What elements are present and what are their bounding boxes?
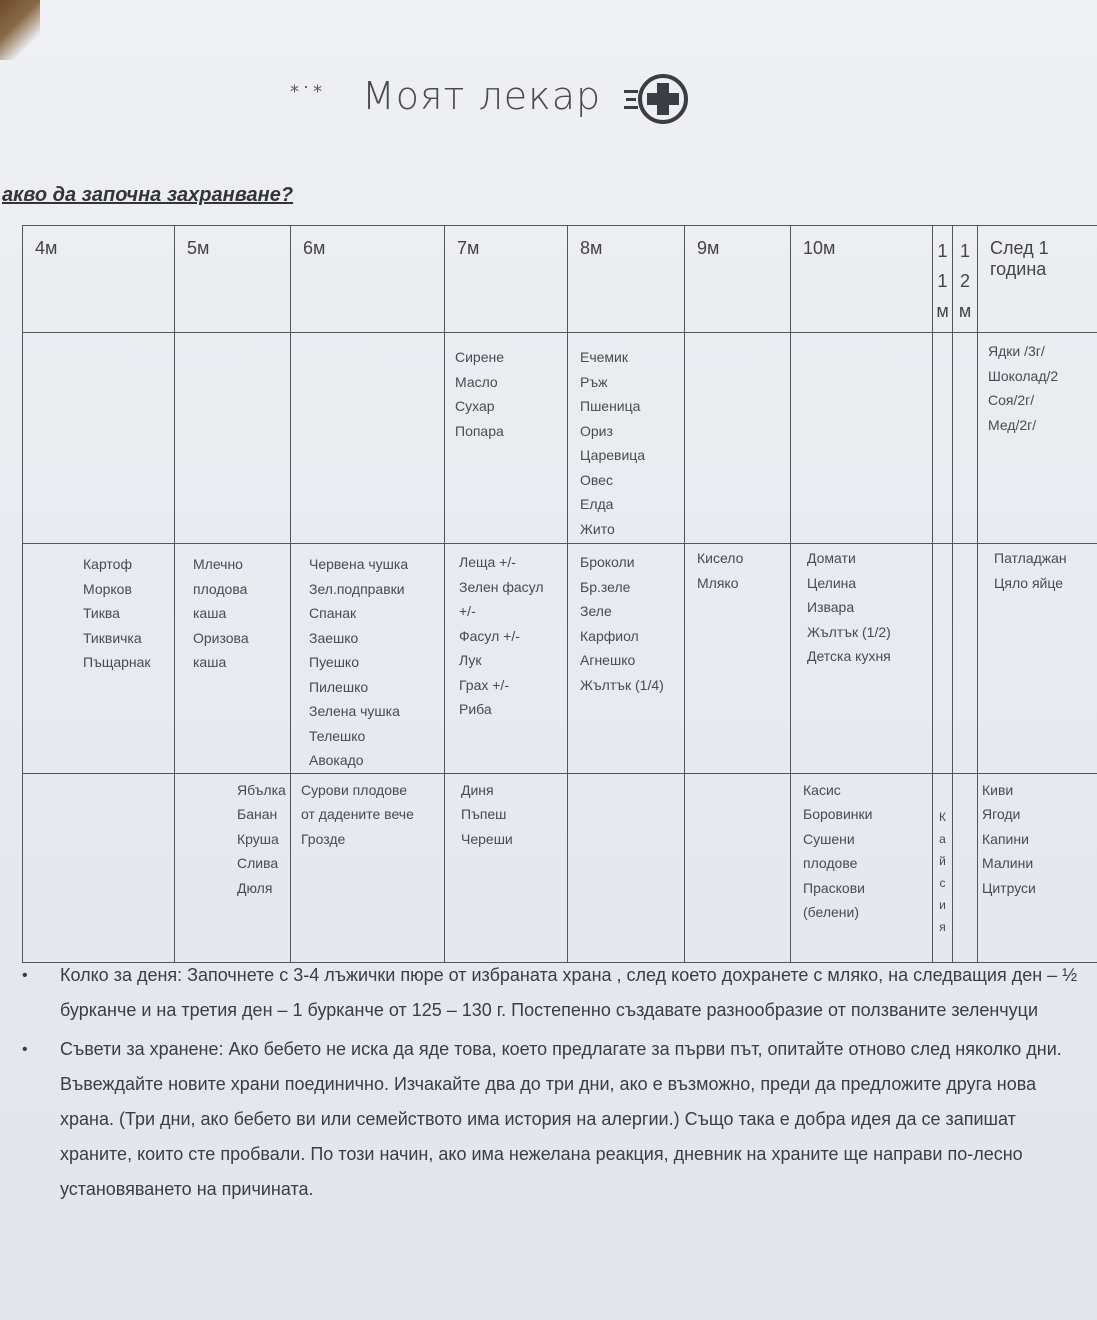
table-row bbox=[23, 773, 1097, 962]
notes-section bbox=[22, 958, 1082, 1211]
food-list bbox=[291, 544, 444, 773]
list-item: Слива bbox=[237, 855, 279, 871]
food-list bbox=[23, 544, 174, 675]
table-cell bbox=[791, 333, 933, 544]
feeding-schedule-table bbox=[22, 225, 1097, 963]
list-item: Червена чушка bbox=[309, 556, 409, 572]
note-text: Колко за деня: Започнете с 3-4 лъжички пюре от избраната храна , след което дохранете с мляко, на следващия ден – ½ бурканче и на третия ден – 1 бурканче от 125 – 130 г. Постепенно създавате разнообразие от ползваните зеленчуци bbox=[60, 965, 1078, 1020]
list-item: Праскови bbox=[803, 879, 865, 896]
list-item: Мед/2г/ bbox=[988, 416, 1037, 433]
food-list bbox=[978, 544, 1097, 595]
list-item: Морков bbox=[83, 580, 132, 597]
table-cell bbox=[175, 773, 291, 962]
list-item: Сухар bbox=[455, 398, 495, 414]
list-item: Карфиол bbox=[580, 627, 639, 644]
list-item: Детска кухня bbox=[807, 648, 891, 664]
list-item: Зеле bbox=[580, 603, 612, 619]
table-cell bbox=[23, 333, 175, 544]
food-list bbox=[175, 774, 290, 901]
list-item: Леща +/- bbox=[459, 554, 516, 570]
list-item: каша bbox=[193, 654, 227, 670]
list-item: Царевица bbox=[580, 447, 646, 463]
list-item: Цяло яйце bbox=[994, 574, 1063, 591]
page-title: акво да започна захранване? bbox=[2, 184, 294, 206]
food-list bbox=[978, 333, 1097, 437]
list-item: Авокадо bbox=[309, 752, 364, 768]
list-item: Тиква bbox=[83, 605, 120, 621]
table-cell bbox=[685, 544, 791, 774]
table-cell bbox=[291, 773, 445, 962]
list-item: Банан bbox=[237, 806, 278, 822]
list-item: плодове bbox=[803, 855, 858, 871]
header-4m: 4м bbox=[23, 226, 175, 333]
header-7m: 7м bbox=[445, 226, 568, 333]
list-item: Мляко bbox=[697, 574, 739, 591]
list-item: Ръж bbox=[580, 373, 608, 390]
sparkle-icon: ⁎·⁎ bbox=[290, 76, 326, 96]
table-cell bbox=[978, 544, 1097, 774]
list-item: Патладжан bbox=[994, 550, 1067, 566]
table-cell bbox=[445, 544, 568, 774]
table-cell bbox=[953, 544, 978, 774]
list-item: Зелен фасул bbox=[459, 578, 544, 595]
list-item: й bbox=[939, 853, 946, 868]
list-item: Круша bbox=[237, 830, 279, 847]
list-item: Фасул +/- bbox=[459, 627, 520, 644]
bullet-icon: • bbox=[22, 1041, 28, 1058]
list-item: плодова bbox=[193, 580, 248, 597]
table-cell bbox=[291, 333, 445, 544]
list-item: Елда bbox=[580, 496, 614, 512]
list-item: Млечно bbox=[193, 556, 243, 572]
list-item: Пъпеш bbox=[461, 806, 507, 822]
list-item: Грозде bbox=[301, 830, 346, 847]
food-list bbox=[791, 544, 932, 669]
list-item: Грах +/- bbox=[459, 676, 509, 693]
list-item: Спанак bbox=[309, 605, 357, 621]
food-list bbox=[175, 544, 290, 675]
list-item: Жълтък (1/4) bbox=[580, 676, 664, 693]
food-list bbox=[978, 774, 1097, 901]
header-5m: 5м bbox=[175, 226, 291, 333]
table-cell bbox=[568, 544, 685, 774]
list-item: Оризова bbox=[193, 629, 249, 646]
table-cell bbox=[933, 773, 953, 962]
table-cell bbox=[953, 773, 978, 962]
list-item: Пуешко bbox=[309, 654, 359, 670]
list-item: Сурови плодове bbox=[301, 781, 408, 798]
list-item: К bbox=[939, 809, 946, 824]
table-cell bbox=[685, 773, 791, 962]
list-item: Сирене bbox=[455, 349, 505, 365]
list-item: Пилешко bbox=[309, 678, 369, 695]
header-12m: 1 2 м bbox=[953, 226, 978, 333]
food-list bbox=[685, 544, 790, 595]
table-cell bbox=[933, 333, 953, 544]
header-9m: 9м bbox=[685, 226, 791, 333]
list-item: Кисело bbox=[697, 550, 744, 566]
list-item: Ябълка bbox=[237, 781, 286, 798]
list-item: Зелена чушка bbox=[309, 703, 400, 719]
table-cell bbox=[791, 773, 933, 962]
table-cell bbox=[23, 544, 175, 774]
table-cell bbox=[685, 333, 791, 544]
table-cell bbox=[291, 544, 445, 774]
list-item: каша bbox=[193, 605, 227, 621]
background-corner bbox=[0, 0, 40, 60]
food-list bbox=[568, 333, 684, 541]
list-item: Домати bbox=[807, 550, 856, 566]
list-item: Сушени bbox=[803, 830, 855, 847]
list-item: я bbox=[939, 919, 946, 934]
list-item: Ягоди bbox=[982, 806, 1021, 822]
list-item: Овес bbox=[580, 471, 613, 488]
list-item: от дадените вече bbox=[301, 806, 414, 822]
list-item: Ядки /3г/ bbox=[988, 343, 1045, 359]
table-cell bbox=[23, 773, 175, 962]
list-item: Капини bbox=[982, 830, 1029, 847]
list-item: Зел.подправки bbox=[309, 580, 405, 597]
food-list bbox=[568, 544, 684, 697]
food-list bbox=[791, 774, 932, 925]
bullet-icon: • bbox=[22, 967, 28, 984]
table-cell bbox=[568, 773, 685, 962]
list-item: Картоф bbox=[83, 556, 132, 572]
table-cell bbox=[568, 333, 685, 544]
list-item: а bbox=[939, 831, 946, 846]
food-list bbox=[291, 774, 444, 852]
list-item: Пъщарнак bbox=[83, 654, 151, 670]
header-10m: 10м bbox=[791, 226, 933, 333]
list-item: Соя/2г/ bbox=[988, 392, 1035, 408]
list-item: Лук bbox=[459, 652, 482, 668]
list-item: и bbox=[939, 897, 946, 912]
note-text: Съвети за хранене: Ако бебето не иска да яде това, което предлагате за първи път, опитайте отново след няколко дни. Въвеждайте новите храни поединично. Изчакайте два до три дни, ако е възможно, преди да предложите друга нова храна. (Три дни, ако бебето ви или семейството има история на алергии.) Също така е добра идея да се запишат храните, които сте пробвали. По този начин, ако има нежелана реакция, дневник на храните ще направи по-лесно установяването на причината. bbox=[60, 1039, 1062, 1199]
list-item: Целина bbox=[807, 574, 857, 591]
list-item: Извара bbox=[807, 599, 855, 615]
table-cell bbox=[445, 773, 568, 962]
list-item: Киви bbox=[982, 781, 1014, 798]
table-cell bbox=[791, 544, 933, 774]
table-row bbox=[23, 333, 1097, 544]
list-item: с bbox=[939, 875, 946, 890]
list-item: Риба bbox=[459, 701, 492, 717]
table-cell bbox=[978, 333, 1097, 544]
list-item: Малини bbox=[982, 855, 1034, 871]
list-item: Касис bbox=[803, 781, 841, 798]
list-item: Цитруси bbox=[982, 879, 1036, 896]
table-cell bbox=[978, 773, 1097, 962]
header-11m: 1 1 м bbox=[933, 226, 953, 333]
header-8m: 8м bbox=[568, 226, 685, 333]
table-cell bbox=[953, 333, 978, 544]
list-item: Ориз bbox=[580, 422, 613, 439]
list-item: Телешко bbox=[309, 727, 366, 744]
list-item: (белени) bbox=[803, 904, 860, 920]
list-item: Шоколад/2 bbox=[988, 367, 1059, 384]
list-item: Агнешко bbox=[580, 652, 636, 668]
table-cell bbox=[175, 333, 291, 544]
list-item: +/- bbox=[459, 603, 476, 619]
list-item: Попара bbox=[455, 422, 504, 439]
vertical-word bbox=[933, 774, 952, 938]
food-list bbox=[445, 774, 567, 852]
list-item: Жълтък (1/2) bbox=[807, 623, 891, 640]
list-item: Тиквичка bbox=[83, 629, 142, 646]
list-item: Масло bbox=[455, 373, 498, 390]
table-cell bbox=[933, 544, 953, 774]
list-item: Броколи bbox=[580, 554, 635, 570]
list-item: Дюля bbox=[237, 879, 273, 896]
list-item: Бр.зеле bbox=[580, 578, 631, 595]
note-feeding-tips bbox=[22, 1032, 1082, 1207]
table-row bbox=[23, 544, 1097, 774]
header-after-1-year: След 1 година bbox=[978, 226, 1097, 333]
header-6m: 6м bbox=[291, 226, 445, 333]
medical-cross-icon bbox=[624, 72, 696, 132]
list-item: Череши bbox=[461, 830, 513, 847]
brand-name: Моят лекар bbox=[362, 74, 602, 118]
list-item: Заешко bbox=[309, 629, 359, 646]
list-item: Диня bbox=[461, 781, 494, 798]
table-cell bbox=[445, 333, 568, 544]
table-header-row bbox=[23, 226, 1097, 333]
list-item: Жито bbox=[580, 520, 615, 537]
list-item: Ечемик bbox=[580, 349, 628, 365]
list-item: Боровинки bbox=[803, 806, 873, 822]
table-cell bbox=[175, 544, 291, 774]
brand-header bbox=[280, 62, 720, 142]
note-daily-amount bbox=[22, 958, 1082, 1028]
list-item: Пшеница bbox=[580, 398, 641, 414]
food-list bbox=[445, 333, 567, 443]
food-list bbox=[445, 544, 567, 722]
